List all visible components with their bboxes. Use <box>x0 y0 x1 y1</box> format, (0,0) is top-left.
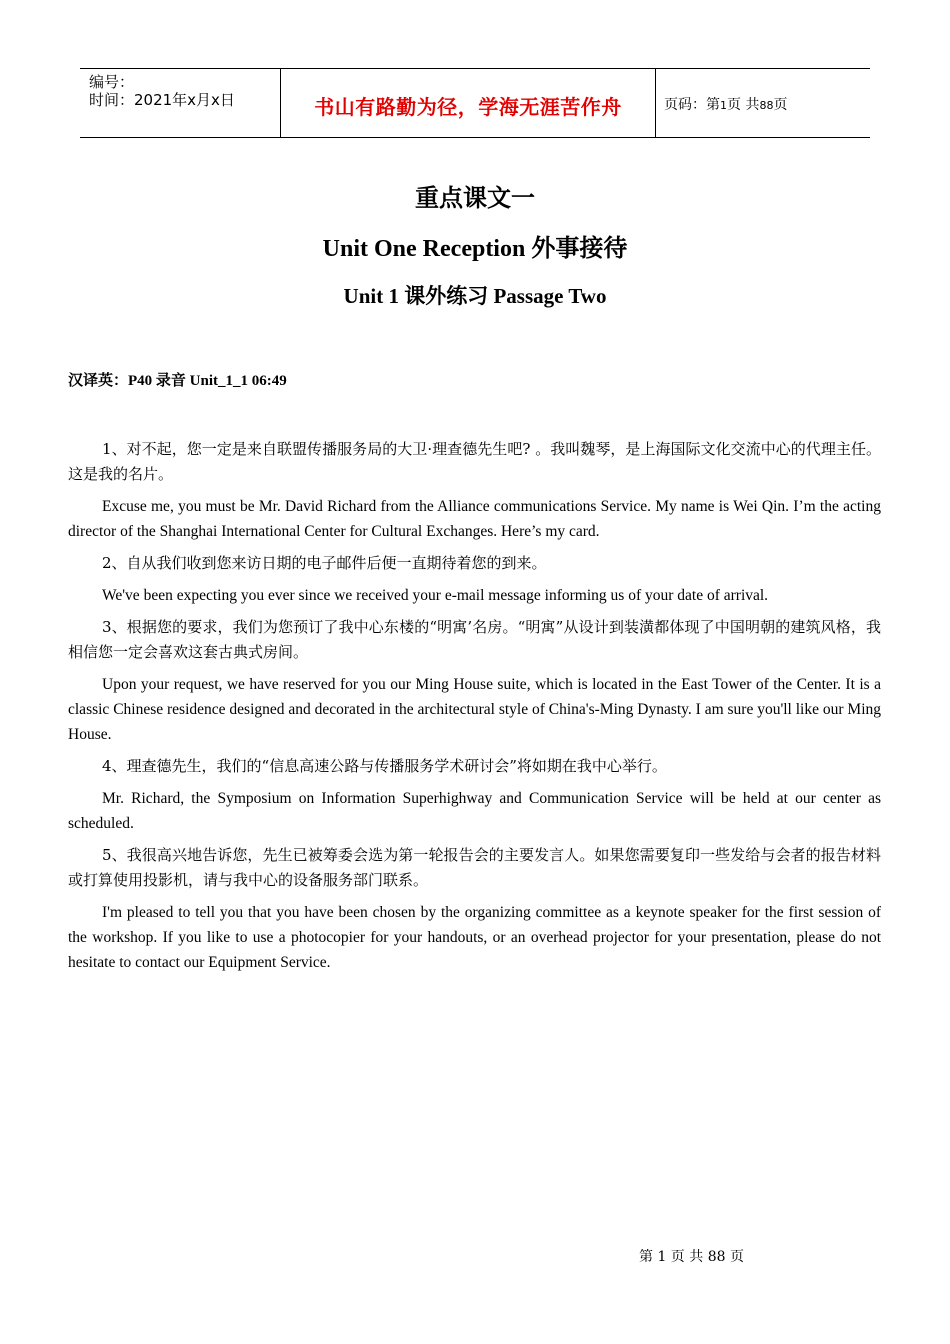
document-header <box>80 68 870 138</box>
page-footer: 第 1 页 共 88 页 <box>639 1249 744 1265</box>
time-label: 时间：2021年x月x日 <box>89 91 235 109</box>
paragraph: 2、自从我们收到您来访日期的电子邮件后便一直期待着您的到来。 <box>102 554 547 572</box>
section-heading: 汉译英：P40 录音 Unit_1_1 06:49 <box>68 373 287 389</box>
paragraph: 5、我很高兴地告诉您，先生已被筹委会选为第一轮报告会的主要发言人。如果您需要复印一些发给与会者的报告材料或打算使用投影机，请与我中心的设备服务部门联系。 <box>68 846 881 889</box>
sub-title: Unit 1 课外练习 Passage Two <box>343 284 607 308</box>
paragraph: Mr. Richard, the Symposium on Information Superhighway and Communication Service will be held at our center as scheduled. <box>68 790 881 832</box>
page-info: 页码：第1页 共88页 <box>664 97 788 113</box>
unit-title: Unit One Reception 外事接待 <box>322 236 628 262</box>
paragraph: 4、理查德先生，我们的“信息高速公路与传播服务学术研讨会”将如期在我中心举行。 <box>102 757 667 775</box>
paragraph: 3、根据您的要求，我们为您预订了我中心东楼的“明寓’名房。“明寓”从设计到装潢都体现了中国明朝的建筑风格，我相信您一定会喜欢这套古典式房间。 <box>68 618 881 661</box>
paragraph: We've been expecting you ever since we received your e-mail message informing us of your date of arrival. <box>102 587 769 604</box>
paragraph: 1、对不起，您一定是来自联盟传播服务局的大卫·理查德先生吧? 。我叫魏琴，是上海国际文化交流中心的代理主任。这是我的名片。 <box>68 440 881 483</box>
passage-body <box>68 437 881 982</box>
header-motto-cell <box>280 69 656 137</box>
header-meta <box>80 69 280 137</box>
number-label: 编号： <box>89 73 135 91</box>
paragraph: I'm pleased to tell you that you have been chosen by the organizing committee as a keynote speaker for the first session of the workshop. If you like to use a photocopier for your handouts, or an overhead projector for your presentation, please do not hesitate to contact our Equipment Service. <box>68 904 881 971</box>
paragraph: Upon your request, we have reserved for you our Ming House suite, which is located in the East Tower of the Center. It is a classic Chinese residence designed and decorated in the architectural style of China's-Ming Dynasty. I am sure you'll like our Ming House. <box>68 676 881 743</box>
motto: 书山有路勤为径，学海无涯苦作舟 <box>314 95 622 119</box>
paragraph: Excuse me, you must be Mr. David Richard from the Alliance communications Service. My name is Wei Qin. I’m the acting director of the Shanghai International Center for Cultural Exchanges. Here’s my card. <box>68 498 881 540</box>
main-title: 重点课文一 <box>415 186 535 212</box>
header-page-cell <box>655 69 870 137</box>
